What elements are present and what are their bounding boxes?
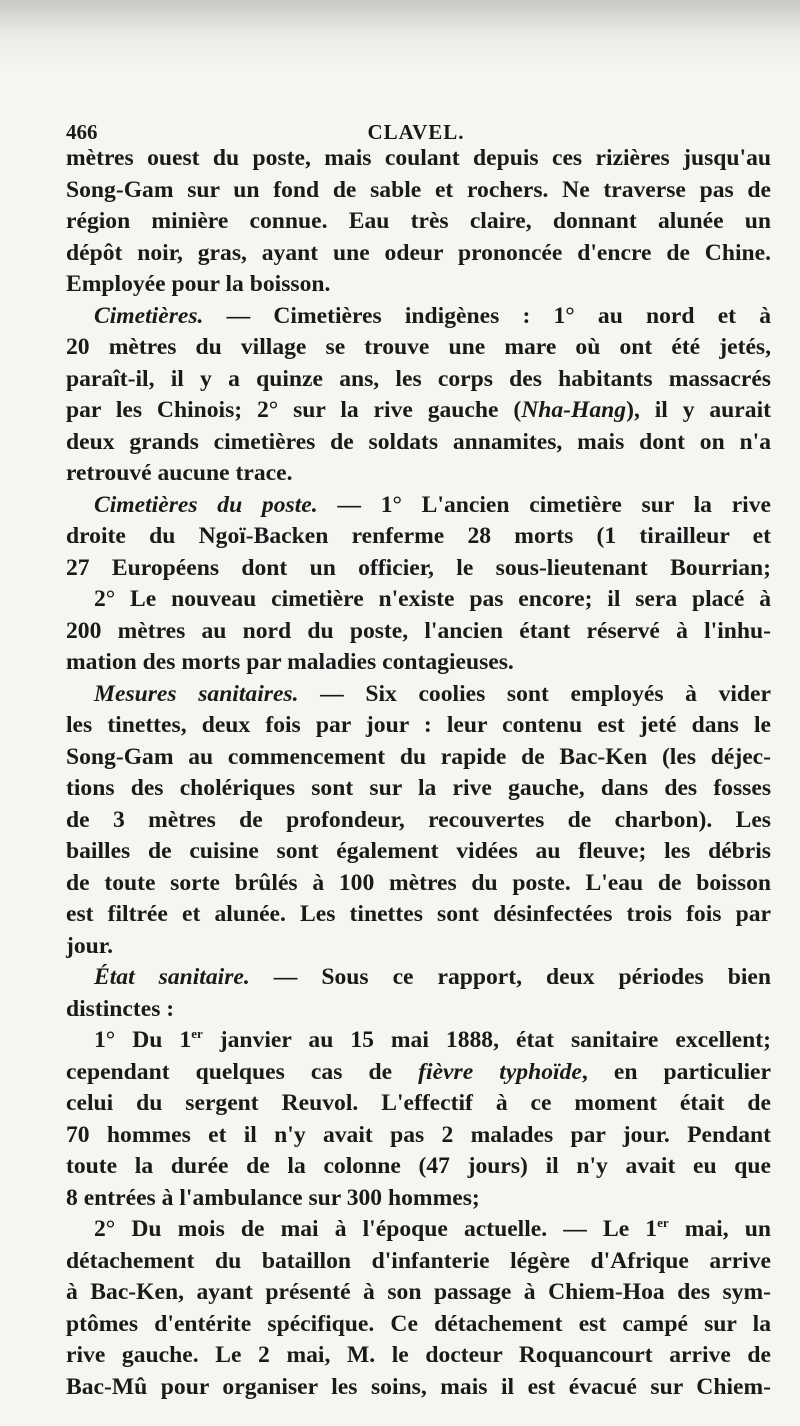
text-line: ptômes d'entérite spécifique. Ce détachement est campé sur la bbox=[66, 1310, 771, 1337]
text-line: 70 hommes et il n'y avait pas 2 malades par jour. Pendant bbox=[66, 1121, 771, 1148]
text-line: retrouvé aucune trace. bbox=[66, 460, 293, 486]
page-top-shadow bbox=[0, 0, 800, 70]
text-line: 2° Du mois de mai à l'époque actuelle. — Le 1er mai, un bbox=[94, 1215, 771, 1242]
text-line: dépôt noir, gras, ayant une odeur prononcée d'encre de Chine. bbox=[66, 239, 771, 266]
text-line: droite du Ngoï-Backen renferme 28 morts (1 tirailleur et bbox=[66, 523, 771, 549]
text-line: de 3 mètres de profondeur, recouvertes de charbon). Les bbox=[66, 806, 771, 833]
text-line: 1° Du 1er janvier au 15 mai 1888, état sanitaire excellent; bbox=[94, 1026, 771, 1053]
section-heading-cimetieres: Cimetières. bbox=[94, 302, 204, 329]
section-heading-etat-sanitaire: État sanitaire. bbox=[94, 964, 250, 990]
text-line: rive gauche. Le 2 mai, M. le docteur Roquancourt arrive de bbox=[66, 1342, 771, 1368]
text-line: mètres ouest du poste, mais coulant depuis ces rizières jusqu'au bbox=[66, 145, 771, 171]
text-line: à Bac-Ken, ayant présenté à son passage à Chiem-Hoa des sym- bbox=[66, 1279, 771, 1305]
text-line: par les Chinois; 2° sur la rive gauche (Nha-Hang), il y aurait bbox=[66, 397, 771, 423]
text-line: 20 mètres du village se trouve une mare où ont été jetés, bbox=[66, 334, 771, 360]
section-heading-line: État sanitaire. — Sous ce rapport, deux périodes bien bbox=[94, 964, 771, 990]
section-heading-line: Mesures sanitaires. — Six coolies sont employés à vider bbox=[94, 680, 771, 707]
section-heading-mesures-sanitaires: Mesures sanitaires. bbox=[94, 680, 299, 707]
section-heading-line: Cimetières. — Cimetières indigènes : 1° au nord et à bbox=[94, 302, 771, 329]
text-line: Song-Gam sur un fond de sable et rochers. Ne traverse pas de bbox=[66, 176, 771, 203]
text-line: deux grands cimetières de soldats annamites, mais dont on n'a bbox=[66, 428, 771, 455]
running-title: CLAVEL. bbox=[367, 120, 465, 144]
text-line: 8 entrées à l'ambulance sur 300 hommes; bbox=[66, 1184, 480, 1211]
text-line: paraît-il, il y a quinze ans, les corps des habitants massacrés bbox=[66, 365, 771, 392]
text-line: jour. bbox=[66, 932, 113, 959]
text-line: celui du sergent Reuvol. L'effectif à ce moment était de bbox=[66, 1090, 771, 1116]
text-line: distinctes : bbox=[66, 995, 175, 1022]
text-line: Bac-Mû pour organiser les soins, mais il est évacué sur Chiem- bbox=[66, 1373, 771, 1400]
text-line: détachement du bataillon d'infanterie légère d'Afrique arrive bbox=[66, 1247, 771, 1274]
text-line: toute la durée de la colonne (47 jours) il n'y avait eu que bbox=[66, 1153, 771, 1179]
text-line: 2° Le nouveau cimetière n'existe pas encore; il sera placé à bbox=[94, 586, 771, 612]
section-heading-cimetieres-poste: Cimetières du poste. bbox=[94, 491, 318, 518]
text-line: cependant quelques cas de fièvre typhoïde, en particulier bbox=[66, 1058, 771, 1085]
text-line: Employée pour la boisson. bbox=[66, 271, 331, 297]
page-number: 466 bbox=[66, 120, 98, 144]
text-line: tions des cholériques sont sur la rive gauche, dans des fosses bbox=[66, 775, 771, 801]
text-line: Song-Gam au commencement du rapide de Bac-Ken (les déjec- bbox=[66, 743, 771, 770]
text-line: 200 mètres au nord du poste, l'ancien étant réservé à l'inhu- bbox=[66, 617, 771, 644]
text-line: bailles de cuisine sont également vidées au fleuve; les débris bbox=[66, 838, 771, 864]
text-line: de toute sorte brûlés à 100 mètres du poste. L'eau de boisson bbox=[66, 869, 771, 896]
text-line: 27 Européens dont un officier, le sous-lieutenant Bourrian; bbox=[66, 554, 771, 581]
section-heading-line: Cimetières du poste. — 1° L'ancien cimetière sur la rive bbox=[94, 491, 772, 518]
body-text bbox=[66, 143, 771, 1403]
text-line: les tinettes, deux fois par jour : leur contenu est jeté dans le bbox=[66, 712, 771, 738]
text-line: mation des morts par maladies contagieuses. bbox=[66, 649, 514, 675]
text-line: région minière connue. Eau très claire, donnant alunée un bbox=[66, 208, 771, 234]
text-line: est filtrée et alunée. Les tinettes sont désinfectées trois fois par bbox=[66, 901, 771, 927]
